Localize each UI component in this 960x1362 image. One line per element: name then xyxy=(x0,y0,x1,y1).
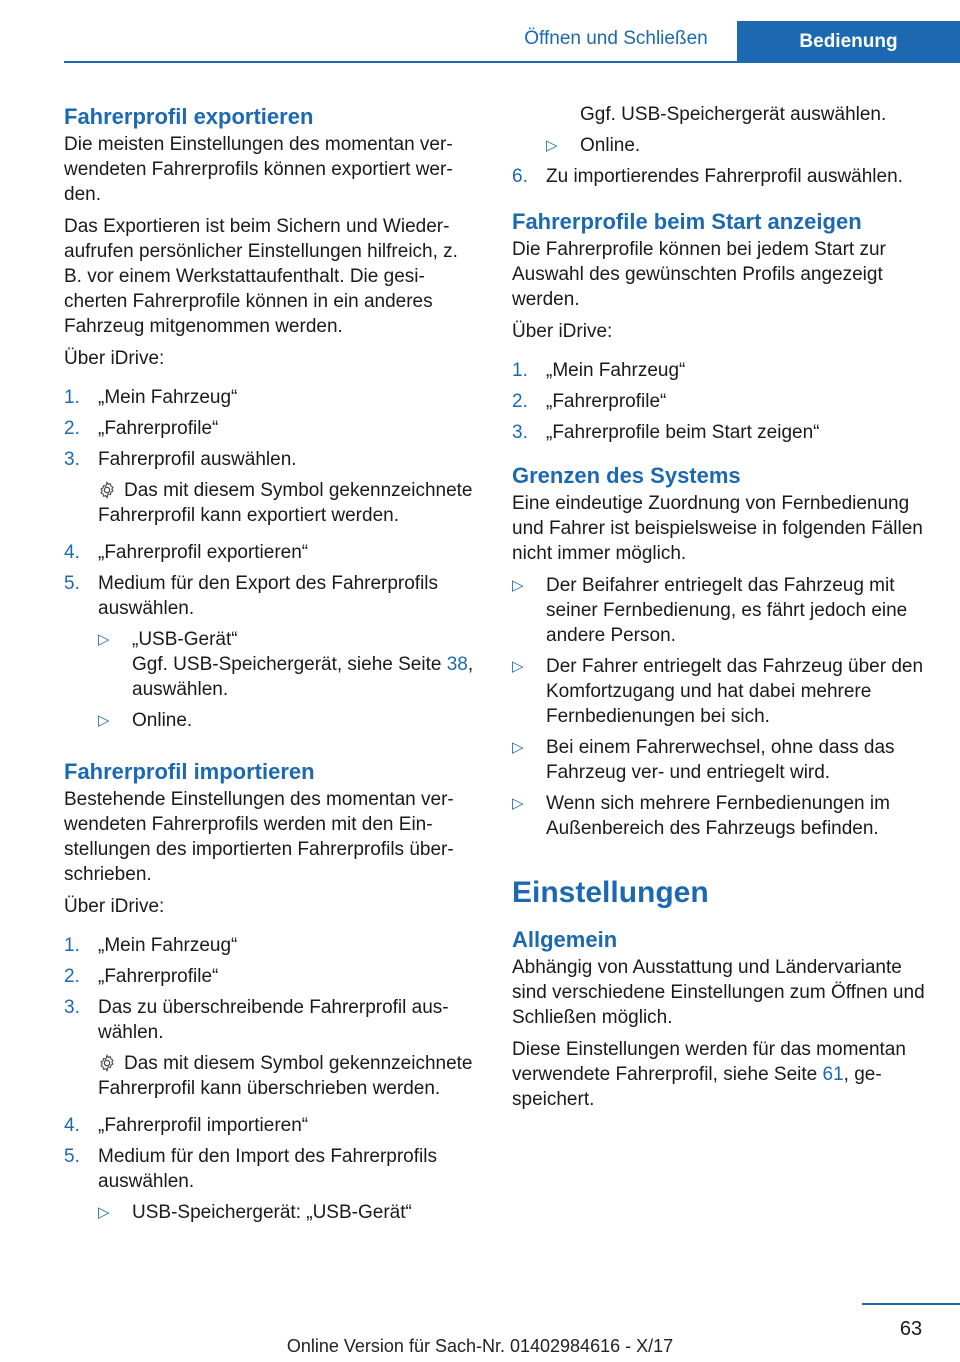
list-item: 3. Fahrerprofil auswählen. xyxy=(64,449,297,470)
gear-icon xyxy=(98,481,116,499)
import-via: Über iDrive: xyxy=(64,896,165,917)
heading-export: Fahrerprofil exportieren xyxy=(64,104,314,129)
export-intro: Die meisten Einstellungen des momentan verwendeten Fahrerprofils können exportiert werden. xyxy=(64,134,453,205)
export-media-options xyxy=(98,627,478,733)
list-item xyxy=(64,1200,478,1231)
list-item: 3. Das zu überschreibende Fahrerprofil auswählen. xyxy=(64,997,449,1043)
list-item: 6. Zu importierendes Fahrerprofil auswählen. xyxy=(512,166,903,187)
import-steps xyxy=(64,933,478,1231)
list-item: ▷ Der Beifahrer entriegelt das Fahrzeug mit seiner Fernbedienung, es fährt jedoch eine andere Person. xyxy=(512,575,908,646)
import-media-continued xyxy=(546,102,932,158)
triangle-bullet-icon: ▷ xyxy=(512,577,524,594)
list-item: ▷ Der Fahrer entriegelt das Fahrzeug über den Komfortzugang und hat dabei mehrere Fernbedienungen bei sich. xyxy=(512,656,924,727)
list-item: 3. „Fahrerprofile beim Start zeigen“ xyxy=(512,422,820,443)
list-item: 2. „Fahrerprofile“ xyxy=(64,418,219,439)
export-icon-note: Das mit diesem Symbol gekennzeichnete Fahrerprofil kann exportiert werden. xyxy=(98,480,473,526)
list-item: 2. „Fahrerprofile“ xyxy=(512,391,667,412)
limits-list xyxy=(512,573,932,841)
footer-version: Online Version für Sach-Nr. 01402984616 - X/17 xyxy=(286,1336,674,1356)
export-via: Über iDrive: xyxy=(64,348,165,369)
triangle-bullet-icon: ▷ xyxy=(546,137,558,154)
triangle-bullet-icon: ▷ xyxy=(512,658,524,675)
import-media-options xyxy=(98,1200,478,1225)
start-steps xyxy=(512,358,932,445)
export-purpose: Das Exportieren ist beim Sichern und Wiederaufrufen persönlicher Einstellungen hilfreich, z. B. vor einem Werkstattaufenthalt. Die gesicherten Fahrerprofile können in ein anderes Fahrzeug mitgenommen werden. xyxy=(64,216,458,337)
import-intro: Bestehende Einstellungen des momentan verwendeten Fahrerprofils werden mit den Einstellungen des importierten Fahrerprofils überschrieben. xyxy=(64,789,454,885)
list-item: 5. Medium für den Export des Fahrerprofils auswählen. xyxy=(64,573,439,619)
triangle-bullet-icon: ▷ xyxy=(98,631,110,648)
heading-settings: Einstellungen xyxy=(512,876,709,909)
header-section-title: Öffnen und Schließen xyxy=(524,28,708,49)
list-item: ▷ Bei einem Fahrerwechsel, ohne dass das Fahrzeug ver- und entriegelt wird. xyxy=(512,737,895,783)
settings-profile-note: Diese Einstellungen werden für das momentan verwendete Fahrerprofil, siehe Seite 61, gespeichert. xyxy=(512,1039,906,1110)
page-number-rule xyxy=(862,1303,960,1305)
gear-icon xyxy=(98,1054,116,1072)
right-column xyxy=(512,102,932,1119)
list-item: ▷ Wenn sich mehrere Fernbedienungen im Außenbereich des Fahrzeugs befinden. xyxy=(512,793,890,839)
list-item: 1. „Mein Fahrzeug“ xyxy=(64,387,238,408)
heading-general: Allgemein xyxy=(512,927,618,952)
list-item: 4. „Fahrerprofil exportieren“ xyxy=(64,542,309,563)
import-step-6 xyxy=(512,164,932,189)
list-item: 1. „Mein Fahrzeug“ xyxy=(512,360,686,381)
triangle-bullet-icon: ▷ xyxy=(512,739,524,756)
list-item: ▷ Online. xyxy=(98,710,193,731)
triangle-bullet-icon: ▷ xyxy=(512,795,524,812)
list-item: ▷ USB-Speichergerät: „USB-Gerät“ xyxy=(98,1202,412,1223)
header-rule xyxy=(64,61,960,63)
left-column xyxy=(64,102,478,1238)
list-item: ▷ Online. xyxy=(546,135,641,156)
settings-intro: Abhängig von Ausstattung und Ländervariante sind verschiedene Einstellungen zum Öffnen und Schließen möglich. xyxy=(512,957,925,1028)
page-number: 63 xyxy=(899,1318,923,1340)
list-item: 1. „Mein Fahrzeug“ xyxy=(64,935,238,956)
page-link-61[interactable]: 61 xyxy=(822,1064,844,1085)
triangle-bullet-icon: ▷ xyxy=(98,712,110,729)
start-intro: Die Fahrerprofile können bei jedem Start zur Auswahl des gewünschten Profils angezeigt werden. xyxy=(512,239,886,310)
page-link-38[interactable]: 38 xyxy=(446,654,468,675)
list-item: ▷ „USB-Gerät“ Ggf. USB-Speichergerät, siehe Seite 38, auswählen. xyxy=(98,629,474,700)
list-item: 4. „Fahrerprofil importieren“ xyxy=(64,1115,309,1136)
triangle-bullet-icon: ▷ xyxy=(98,1204,110,1221)
limits-intro: Eine eindeutige Zuordnung von Fernbedienung und Fahrer ist beispielsweise in folgenden Fällen nicht immer möglich. xyxy=(512,493,923,564)
heading-start-display: Fahrerprofile beim Start anzeigen xyxy=(512,209,862,234)
list-item: 2. „Fahrerprofile“ xyxy=(64,966,219,987)
export-steps xyxy=(64,385,478,739)
list-item xyxy=(64,1051,478,1107)
heading-system-limits: Grenzen des Systems xyxy=(512,463,741,488)
list-item: 5. Medium für den Import des Fahrerprofils auswählen. xyxy=(64,1146,437,1192)
list-item xyxy=(64,627,478,739)
start-via: Über iDrive: xyxy=(512,321,613,342)
import-icon-note: Das mit diesem Symbol gekennzeichnete Fahrerprofil kann überschrieben werden. xyxy=(98,1053,473,1099)
header-chapter-tab: Bedienung xyxy=(737,21,960,63)
list-item: Ggf. USB-Speichergerät auswählen. xyxy=(580,104,887,125)
heading-import: Fahrerprofil importieren xyxy=(64,759,315,784)
list-item xyxy=(64,478,478,534)
